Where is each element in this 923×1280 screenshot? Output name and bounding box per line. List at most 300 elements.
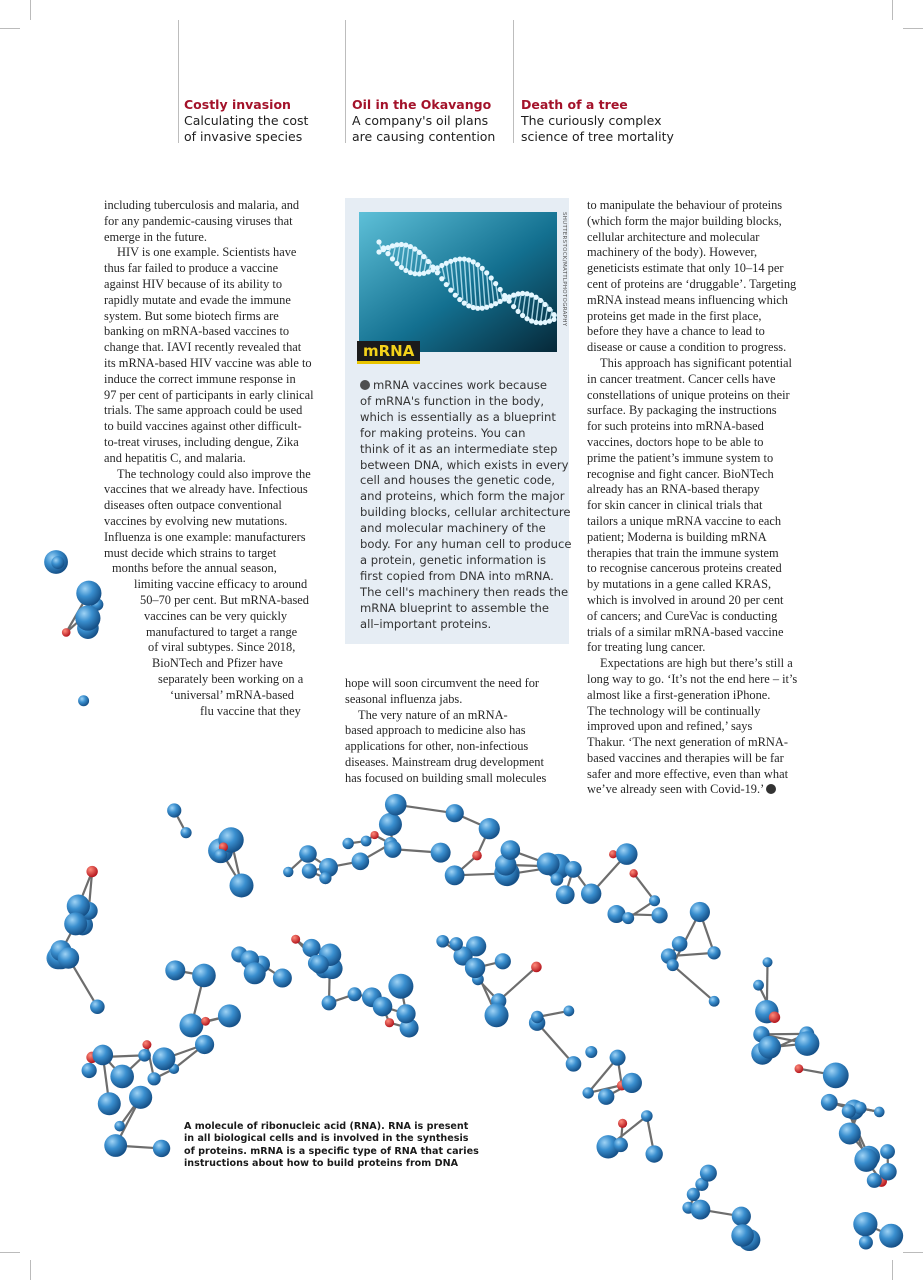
carbon-atom	[854, 1102, 867, 1115]
text-line: Thakur. ‘The next generation of mRNA-	[587, 735, 788, 750]
oxygen-atom	[795, 1064, 804, 1073]
carbon-atom	[138, 1049, 151, 1062]
carbon-atom	[310, 955, 329, 974]
carbon-atom	[342, 838, 353, 849]
helix-backbone-node	[426, 259, 431, 264]
oxygen-atom	[531, 962, 542, 973]
helix-backbone-node	[516, 309, 521, 314]
text-line: to recognise cancerous proteins created	[587, 561, 782, 576]
carbon-atom	[645, 1145, 662, 1162]
text-line: constellations of unique proteins on their	[587, 387, 790, 402]
caption-line: instructions about how to build proteins from DNA	[184, 1158, 459, 1170]
text-line: diseases often outpace conventional	[104, 498, 282, 513]
helix-backbone-node	[542, 320, 547, 325]
carbon-atom	[485, 1003, 509, 1027]
carbon-atom	[192, 964, 216, 988]
helix-backbone-node	[394, 242, 399, 247]
helix-backbone-node	[524, 316, 529, 321]
carbon-atom	[672, 936, 688, 952]
carbon-atom	[649, 895, 660, 906]
helix-backbone-node	[533, 295, 538, 300]
carbon-atom	[585, 1046, 597, 1058]
carbon-atom	[582, 1087, 593, 1098]
carbon-atom	[465, 958, 485, 978]
carbon-atom	[75, 605, 100, 630]
carbon-atom	[479, 818, 500, 839]
text-line: we’ve already seen with Covid-19.’	[587, 782, 819, 798]
text-line: in cancer treatment. Cancer cells have	[587, 371, 776, 386]
caption-line: of proteins. mRNA is a specific type of RNA that caries	[184, 1145, 479, 1157]
helix-backbone-node	[453, 257, 458, 262]
helix-backbone-node	[493, 281, 498, 286]
carbon-atom	[76, 581, 101, 606]
helix-backbone-node	[399, 242, 404, 247]
carbon-atom	[610, 1050, 626, 1066]
text-line: The technology will be continually	[587, 703, 761, 718]
oxygen-atom	[472, 851, 482, 861]
text-line: thus far failed to produce a vaccine	[104, 261, 279, 276]
text-line: vaccines, doctors hope to be able to	[587, 434, 764, 449]
carbon-atom	[731, 1224, 754, 1247]
teaser-description: science of tree mortality	[521, 129, 674, 144]
carbon-atom	[550, 873, 563, 886]
helix-backbone-node	[507, 294, 512, 299]
carbon-atom	[165, 960, 185, 980]
helix-backbone-node	[403, 242, 408, 247]
text-line: months before the annual season,	[112, 561, 277, 576]
text-line: mRNA blueprint to assemble the	[360, 600, 549, 615]
text-line: manufactured to target a range	[146, 624, 298, 639]
article-column-1	[104, 198, 334, 719]
helix-backbone-node	[390, 256, 395, 261]
helix-backbone-node	[498, 287, 503, 292]
helix-backbone-node	[435, 265, 440, 270]
text-line: safer and more effective, even than what	[587, 766, 789, 781]
text-line: including tuberculosis and malaria, and	[104, 198, 300, 212]
helix-backbone-node	[385, 245, 390, 250]
text-line: 97 per cent of participants in early clinical	[104, 387, 314, 402]
carbon-atom	[763, 957, 773, 967]
helix-backbone-node	[547, 319, 552, 324]
box-tag: mRNA	[357, 341, 420, 364]
text-line: to-treat viruses, including dengue, Zika	[104, 434, 299, 449]
text-line: cellular architecture and molecular	[587, 229, 760, 244]
helix-backbone-node	[551, 317, 556, 322]
text-line: hope will soon circumvent the need for	[345, 676, 540, 690]
carbon-atom	[98, 1092, 121, 1115]
text-line: mRNA instead means influencing which	[587, 292, 788, 307]
end-mark-icon	[766, 784, 776, 794]
text-line: think of it as an intermediate step	[360, 441, 558, 456]
text-line: for any pandemic-causing viruses that	[104, 213, 293, 228]
carbon-atom	[687, 1188, 700, 1201]
carbon-atom	[537, 852, 560, 875]
carbon-atom	[385, 794, 407, 816]
helix-backbone-node	[475, 306, 480, 311]
text-line: banking on mRNA-based vaccines to	[104, 324, 290, 339]
text-line: of cancers; and CureVac is conducting	[587, 608, 778, 623]
helix-backbone-node	[426, 269, 431, 274]
oxygen-atom	[618, 1119, 627, 1128]
text-line: and hepatitis C, and malaria.	[104, 450, 246, 465]
text-line: geneticists estimate that only 10–14 per	[587, 261, 784, 276]
text-line: prime the patient’s immune system to	[587, 450, 774, 465]
helix-backbone-node	[376, 249, 381, 254]
helix-backbone-node	[533, 320, 538, 325]
carbon-atom	[614, 1138, 628, 1152]
helix-backbone-node	[489, 275, 494, 280]
carbon-atom	[214, 849, 227, 862]
carbon-atom	[495, 953, 511, 969]
carbon-atom	[195, 1035, 214, 1054]
carbon-atom	[322, 996, 337, 1011]
carbon-atom	[396, 1004, 415, 1023]
text-line: flu vaccine that they	[200, 703, 301, 718]
article-column-3	[587, 198, 819, 798]
text-line: induce the correct immune response in	[104, 371, 296, 386]
text-line: vaccines by evolving new mutations.	[104, 513, 288, 528]
text-line: and molecular machinery of the	[360, 521, 546, 536]
teaser-description: Calculating the cost	[184, 113, 309, 128]
carbon-atom	[700, 1165, 717, 1182]
oxygen-atom	[142, 1040, 151, 1049]
text-line: building blocks, cellular architecture	[360, 505, 571, 520]
helix-backbone-node	[462, 301, 467, 306]
carbon-atom	[598, 1088, 614, 1104]
text-line: for skin cancer in clinical trials that	[587, 498, 763, 513]
text-line: The very nature of an mRNA-	[358, 707, 508, 722]
text-line: recognise and fight cancer. BioNTech	[587, 466, 774, 481]
carbon-atom	[445, 865, 465, 885]
rna-helix-photo	[359, 212, 557, 352]
text-line: and proteins, which form the major	[360, 489, 565, 504]
carbon-atom	[104, 1134, 127, 1157]
carbon-atom	[563, 1006, 574, 1017]
carbon-atom	[450, 937, 463, 950]
text-line: vaccines that we already have. Infectious	[104, 482, 308, 497]
text-line: already has an RNA-based therapy	[587, 482, 760, 497]
text-line: emerge in the future.	[104, 229, 207, 244]
text-line: to manipulate the behaviour of proteins	[587, 198, 783, 212]
text-line: for making proteins. You can	[360, 425, 526, 440]
carbon-atom	[153, 1140, 170, 1157]
carbon-atom	[753, 980, 764, 991]
text-line: The technology could also improve the	[117, 466, 311, 481]
carbon-atom	[691, 1200, 711, 1220]
carbon-atom	[565, 861, 582, 878]
article-column-2	[345, 676, 575, 787]
helix-backbone-node	[408, 244, 413, 249]
carbon-atom	[147, 1072, 160, 1085]
text-line: must decide which strains to target	[104, 545, 277, 560]
helix-backbone-node	[498, 299, 503, 304]
helix-backbone-node	[444, 261, 449, 266]
carbon-atom	[622, 912, 634, 924]
carbon-atom	[758, 1036, 781, 1059]
helix-backbone-node	[448, 259, 453, 264]
helix-backbone-node	[394, 261, 399, 266]
helix-backbone-node	[511, 304, 516, 309]
helix-backbone-node	[444, 282, 449, 287]
text-line: its mRNA-based HIV vaccine was able to	[104, 355, 312, 370]
carbon-atom	[853, 1212, 877, 1236]
teaser-description: A company's oil plans	[352, 113, 489, 128]
carbon-atom	[867, 1173, 882, 1188]
carbon-atom	[379, 813, 402, 836]
text-line: first copied from DNA into mRNA.	[360, 568, 554, 583]
carbon-atom	[348, 987, 362, 1001]
helix-backbone-node	[430, 264, 435, 269]
oxygen-atom	[385, 1018, 394, 1027]
text-line: by mutations in a gene called KRAS,	[587, 577, 772, 592]
helix-backbone-node	[421, 271, 426, 276]
helix-backbone-node	[399, 265, 404, 270]
text-line: machinery of the body). However,	[587, 245, 758, 260]
carbon-atom	[879, 1224, 903, 1248]
text-line: tailors a unique mRNA vaccine to each	[587, 513, 782, 528]
teaser-title: Oil in the Okavango	[352, 97, 492, 112]
carbon-atom	[880, 1144, 895, 1159]
text-line: The cell's machinery then reads the	[360, 584, 569, 599]
carbon-atom	[707, 946, 720, 959]
mrna-info-box	[345, 198, 572, 644]
helix-backbone-node	[502, 296, 507, 301]
text-line: cent of proteins are ‘druggable’. Targeting	[587, 276, 797, 291]
text-line: improved upon and refined,’ says	[587, 719, 753, 734]
helix-backbone-node	[524, 291, 529, 296]
text-line: which is involved in around 20 per cent	[587, 592, 784, 607]
helix-backbone-node	[542, 302, 547, 307]
text-line: HIV is one example. Scientists have	[117, 245, 297, 260]
helix-backbone-node	[466, 303, 471, 308]
carbon-atom	[82, 1063, 97, 1078]
text-line: has focused on building small molecules	[345, 770, 547, 785]
text-line: therapies that train the immune system	[587, 545, 779, 560]
carbon-atom	[431, 843, 451, 863]
carbon-atom	[244, 962, 266, 984]
carbon-atom	[388, 974, 413, 999]
carbon-atom	[283, 867, 293, 877]
text-line: diseases. Mainstream drug development	[345, 754, 544, 769]
carbon-atom	[501, 840, 521, 860]
carbon-atom	[179, 1014, 203, 1038]
helix-backbone-node	[457, 256, 462, 261]
oxygen-atom	[62, 628, 71, 637]
teaser-title: Death of a tree	[521, 97, 628, 112]
carbon-atom	[51, 556, 64, 569]
text-line: This approach has significant potential	[600, 355, 793, 370]
carbon-atom	[821, 1094, 838, 1111]
text-line: proteins get made in the first place,	[587, 308, 762, 323]
helix-backbone-node	[493, 301, 498, 306]
helix-backbone-node	[403, 268, 408, 273]
carbon-atom	[180, 827, 191, 838]
carbon-atom	[78, 695, 89, 706]
helix-backbone-node	[412, 271, 417, 276]
text-line: body. For any human cell to produce	[360, 537, 572, 552]
carbon-atom	[218, 1004, 241, 1027]
molecule-bond	[673, 965, 714, 1001]
helix-backbone-node	[484, 305, 489, 310]
carbon-atom	[110, 1065, 134, 1089]
caption-line: in all biological cells and is involved in the synthesis	[184, 1133, 469, 1145]
text-line: based vaccines and therapies will be far	[587, 750, 784, 765]
carbon-atom	[273, 969, 292, 988]
helix-backbone-node	[448, 288, 453, 293]
bullet-dot-icon	[360, 380, 370, 390]
photo-credit: SHUTTERSTOCK/MATTLPHOTOGRAPHY	[561, 212, 567, 327]
helix-backbone-node	[480, 266, 485, 271]
helix-backbone-node	[520, 313, 525, 318]
text-line: 50–70 per cent. But mRNA-based	[140, 592, 309, 607]
carbon-atom	[152, 1047, 175, 1070]
helix-backbone-node	[417, 250, 422, 255]
text-line: seasonal influenza jabs.	[345, 691, 463, 706]
text-line: surface. By packaging the instructions	[587, 403, 777, 418]
helix-backbone-node	[538, 320, 543, 325]
oxygen-atom	[86, 866, 97, 877]
text-line: of viral subtypes. Since 2018,	[148, 640, 296, 655]
carbon-atom	[879, 1163, 896, 1180]
text-line: between DNA, which exists in every	[360, 457, 569, 472]
carbon-atom	[446, 804, 464, 822]
carbon-atom	[709, 996, 720, 1007]
helix-backbone-node	[439, 276, 444, 281]
carbon-atom	[566, 1056, 582, 1072]
carbon-atom	[732, 1207, 751, 1226]
helix-backbone-node	[484, 270, 489, 275]
text-line: all–important proteins.	[360, 616, 492, 631]
oxygen-atom	[291, 935, 300, 944]
helix-backbone-node	[439, 263, 444, 268]
helix-backbone-node	[453, 293, 458, 298]
helix-backbone-node	[457, 297, 462, 302]
helix-backbone-node	[385, 251, 390, 256]
text-line: long way to go. ‘It’s not the end here – it’s	[587, 671, 798, 686]
carbon-atom	[795, 1031, 820, 1056]
text-line: a protein, genetic information is	[360, 552, 547, 567]
carbon-atom	[230, 873, 254, 897]
oxygen-atom	[629, 869, 637, 877]
carbon-atom	[667, 959, 679, 971]
helix-backbone-node	[471, 259, 476, 264]
carbon-atom	[641, 1110, 653, 1122]
helix-backbone-node	[412, 246, 417, 251]
helix-backbone-node	[435, 270, 440, 275]
teaser-description: of invasive species	[184, 129, 303, 144]
teaser-description: are causing contention	[352, 129, 496, 144]
carbon-atom	[690, 902, 710, 922]
text-line: system. But some biotech firms are	[104, 308, 279, 323]
text-line: for such proteins into mRNA-based	[587, 419, 764, 434]
helix-backbone-node	[417, 271, 422, 276]
oxygen-atom	[201, 1017, 210, 1026]
carbon-atom	[854, 1148, 878, 1172]
helix-backbone-node	[466, 257, 471, 262]
text-line: ‘universal’ mRNA-based	[170, 687, 294, 702]
helix-backbone-node	[538, 298, 543, 303]
text-line: patient; Moderna is building mRNA	[587, 529, 767, 544]
text-line: against HIV because of its ability to	[104, 276, 283, 291]
carbon-atom	[319, 872, 331, 884]
carbon-atom	[581, 883, 601, 903]
helix-backbone-node	[547, 307, 552, 312]
carbon-atom	[842, 1104, 856, 1118]
carbon-atom	[302, 863, 317, 878]
text-line: (which form the major building blocks,	[587, 213, 782, 228]
molecule-bond	[537, 1023, 573, 1064]
carbon-atom	[352, 853, 370, 871]
carbon-atom	[167, 803, 181, 817]
text-line: which is essentially as a blueprint	[360, 409, 556, 424]
text-line: limiting vaccine efficacy to around	[134, 577, 308, 592]
text-line: for treating lung cancer.	[587, 640, 706, 655]
text-line: separately been working on a	[158, 671, 304, 686]
text-line: of mRNA's function in the body,	[360, 393, 545, 408]
helix-backbone-node	[480, 306, 485, 311]
caption-line: A molecule of ribonucleic acid (RNA). RNA is present	[184, 1121, 469, 1132]
carbon-atom	[436, 935, 449, 948]
figure-caption	[184, 1121, 484, 1171]
text-line: to build vaccines against other difficult-	[104, 419, 302, 434]
carbon-atom	[114, 1121, 125, 1132]
text-line: trials. The same approach could be used	[104, 403, 303, 418]
carbon-atom	[839, 1122, 861, 1144]
text-line: BioNTech and Pfizer have	[152, 656, 283, 671]
carbon-atom	[651, 907, 667, 923]
text-line: mRNA vaccines work because	[360, 378, 565, 394]
oxygen-atom	[370, 831, 378, 839]
carbon-atom	[616, 843, 638, 865]
text-line: cell and houses the genetic code,	[360, 473, 555, 488]
helix-backbone-node	[421, 254, 426, 259]
carbon-atom	[556, 885, 575, 904]
helix-backbone-node	[475, 262, 480, 267]
text-line: disease or cause a condition to progress.	[587, 340, 787, 355]
carbon-atom	[622, 1073, 642, 1093]
helix-backbone-node	[511, 292, 516, 297]
carbon-atom	[373, 997, 393, 1017]
carbon-atom	[823, 1062, 849, 1088]
text-line: almost like a first-generation iPhone.	[587, 687, 771, 702]
oxygen-atom	[769, 1012, 780, 1023]
text-line: rapidly mutate and evade the immune	[104, 292, 291, 307]
text-line: applications for other, non-infectious	[345, 739, 529, 754]
helix-backbone-node	[529, 292, 534, 297]
carbon-atom	[299, 845, 317, 863]
text-line: before they have a chance to lead to	[587, 324, 765, 339]
helix-backbone-node	[408, 270, 413, 275]
carbon-atom	[90, 999, 105, 1014]
carbon-atom	[58, 947, 79, 968]
helix-backbone-node	[471, 305, 476, 310]
text-line: change that. IAVI recently revealed that	[104, 340, 302, 355]
text-line: Expectations are high but there’s still a	[600, 656, 793, 671]
carbon-atom	[874, 1107, 885, 1118]
helix-backbone-node	[381, 247, 386, 252]
teaser-description: The curiously complex	[521, 113, 662, 128]
carbon-atom	[92, 1045, 113, 1066]
box-body-text	[360, 378, 572, 633]
carbon-atom	[64, 912, 87, 935]
helix-backbone-node	[529, 318, 534, 323]
helix-backbone-node	[376, 239, 381, 244]
text-line: based approach to medicine also has	[345, 723, 526, 738]
text-line: Influenza is one example: manufacturers	[104, 529, 306, 544]
helix-backbone-node	[516, 291, 521, 296]
helix-backbone-node	[520, 291, 525, 296]
text-line: vaccines can be very quickly	[144, 608, 288, 623]
